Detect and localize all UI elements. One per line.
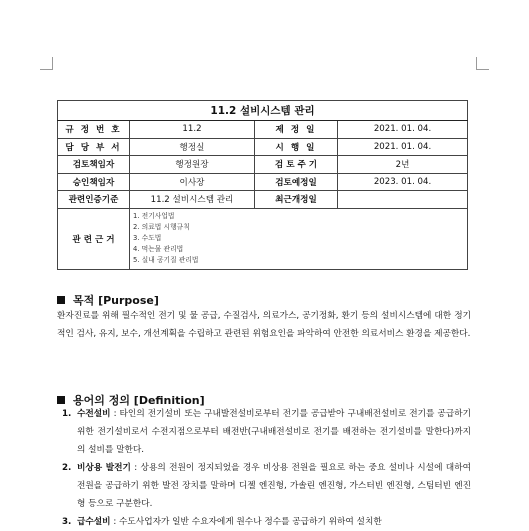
value-last-revision-date <box>338 191 468 209</box>
table-title: 11.2 설비시스템 관리 <box>58 101 468 121</box>
definition-number: 1. <box>62 409 72 419</box>
definition-heading-text: 용어의 정의 [Definition] <box>73 394 205 407</box>
legal-basis-item: 4. 먹는물 관리법 <box>133 245 184 254</box>
square-bullet-icon <box>57 296 65 304</box>
legal-basis-list <box>130 208 468 269</box>
table-row <box>58 208 468 269</box>
value-rule-number: 11.2 <box>130 121 255 139</box>
legal-basis-item: 5. 실내 공기질 관리법 <box>133 256 199 265</box>
definition-list <box>57 405 471 531</box>
label-department: 담 당 부 서 <box>58 138 130 156</box>
page-corner-mark-right <box>476 57 489 70</box>
legal-basis-item: 1. 전기사업법 <box>133 211 175 220</box>
table-row <box>58 138 468 156</box>
purpose-heading <box>57 292 159 308</box>
definition-text: : 상용의 전원이 정지되었을 경우 비상용 전원을 필요로 하는 중요 설비나 시설에 대하여 전원을 공급하기 위한 발전 장치를 말하며 디젤 엔진형, 가솔린 엔진형, 가스터빈 엔진형, 스팀터빈 엔진형 등으로 구분한다. <box>77 463 471 509</box>
regulation-info-table <box>57 100 468 270</box>
definition-text: : 타인의 전기설비 또는 구내발전설비로부터 전기를 공급받아 구내배전설비로 전기를 공급하기 위한 전기설비로서 수전지점으로부터 배전반(구내배전설비로 전기를 배전하는 전기설비를 말한다)까지의 설비를 말한다. <box>77 409 471 455</box>
purpose-heading-text: 목적 [Purpose] <box>73 294 159 307</box>
legal-basis-item: 3. 수도법 <box>133 233 162 242</box>
label-reviewer: 검토책임자 <box>58 156 130 174</box>
value-reviewer: 행정원장 <box>130 156 255 174</box>
square-bullet-icon <box>57 396 65 404</box>
value-certification-standard: 11.2 설비시스템 관리 <box>130 191 255 209</box>
definition-item <box>57 459 471 513</box>
label-rule-number: 규 정 번 호 <box>58 121 130 139</box>
definition-term: 비상용 발전기 <box>77 463 131 473</box>
definition-item <box>57 405 471 459</box>
label-last-revision-date: 최근개정일 <box>255 191 338 209</box>
value-review-cycle: 2년 <box>338 156 468 174</box>
table-row <box>58 156 468 174</box>
table-row <box>58 191 468 209</box>
label-review-cycle: 검 토 주 기 <box>255 156 338 174</box>
label-certification-standard: 관련인증기준 <box>58 191 130 209</box>
definition-number: 2. <box>62 463 72 473</box>
definition-term: 급수설비 <box>77 517 111 527</box>
definition-term: 수전설비 <box>77 409 111 419</box>
label-legal-basis: 관 련 근 거 <box>58 208 130 269</box>
value-next-review-date: 2023. 01. 04. <box>338 173 468 191</box>
label-enactment-date: 제 정 일 <box>255 121 338 139</box>
label-approver: 승인책임자 <box>58 173 130 191</box>
value-department: 행정실 <box>130 138 255 156</box>
label-effective-date: 시 행 일 <box>255 138 338 156</box>
label-next-review-date: 검토예정일 <box>255 173 338 191</box>
value-enactment-date: 2021. 01. 04. <box>338 121 468 139</box>
definition-number: 3. <box>62 517 72 527</box>
legal-basis-item: 2. 의료법 시행규칙 <box>133 222 190 231</box>
definition-item <box>57 513 471 531</box>
definition-text: : 수도사업자가 일반 수요자에게 원수나 정수를 공급하기 위하여 설치한 <box>110 517 382 527</box>
value-approver: 이사장 <box>130 173 255 191</box>
value-effective-date: 2021. 01. 04. <box>338 138 468 156</box>
purpose-text: 환자진료를 위해 필수적인 전기 및 물 공급, 수질검사, 의료가스, 공기정화, 환기 등의 설비시스템에 대한 정기적인 검사, 유지, 보수, 개선계획을 수립하고 관련된 위험요인을 파악하여 안전한 의료서비스 환경을 제공한다. <box>57 311 471 339</box>
table-row <box>58 121 468 139</box>
page-corner-mark-left <box>40 57 53 70</box>
table-row <box>58 173 468 191</box>
